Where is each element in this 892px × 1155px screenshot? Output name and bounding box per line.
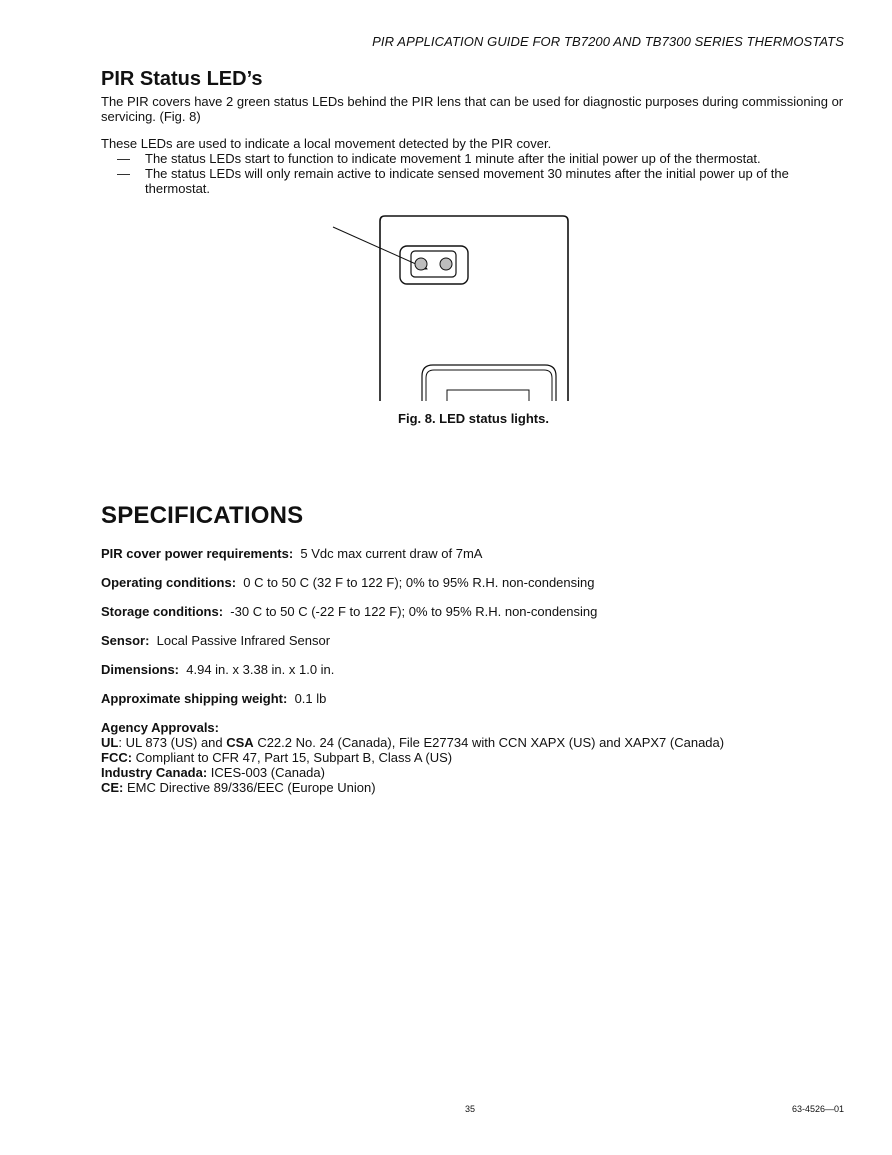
spec-row: [101, 662, 846, 677]
spec-label: Operating conditions:: [101, 575, 237, 590]
figure-caption: Fig. 8. LED status lights.: [398, 411, 549, 426]
pir-cover-illustration: [331, 213, 581, 403]
spec-row: [101, 575, 846, 590]
fcc-approval: [101, 750, 846, 765]
cover-outline: [380, 216, 568, 401]
document-number: 63-4526—01: [791, 1104, 844, 1114]
ul-text-b: C22.2 No. 24 (Canada), File E27734 with CCN XAPX (US) and XAPX7 (Canada): [253, 735, 725, 750]
spec-label: Sensor:: [101, 633, 150, 648]
spec-row: [101, 691, 846, 706]
agency-approvals: [101, 720, 846, 795]
led-left: [415, 258, 427, 270]
spec-value: 5 Vdc max current draw of 7mA: [300, 546, 483, 561]
spec-value: 0.1 lb: [294, 691, 327, 706]
spec-value: 0 C to 50 C (32 F to 122 F); 0% to 95% R.H. non-condensing: [243, 575, 595, 590]
spec-value: -30 C to 50 C (-22 F to 122 F); 0% to 95% R.H. non-condensing: [230, 604, 598, 619]
ce-text: EMC Directive 89/336/EEC (Europe Union): [123, 780, 376, 795]
leds-intro-paragraph: These LEDs are used to indicate a local movement detected by the PIR cover.: [101, 136, 552, 151]
page-number: 35: [464, 1104, 475, 1114]
spec-row: [101, 604, 846, 619]
csa-label: CSA: [226, 735, 254, 750]
list-item-text: The status LEDs start to function to indicate movement 1 minute after the initial power up of the thermostat.: [145, 151, 761, 166]
section-heading: PIR Status LED’s: [101, 68, 263, 90]
spec-value: Local Passive Infrared Sensor: [156, 633, 331, 648]
led-window-outer: [400, 246, 468, 284]
spec-label: Storage conditions:: [101, 604, 224, 619]
ic-approval: [101, 765, 846, 780]
spec-label: Approximate shipping weight:: [101, 691, 288, 706]
ic-text: ICES-003 (Canada): [207, 765, 325, 780]
page-header-title: PIR APPLICATION GUIDE FOR TB7200 AND TB7300 SERIES THERMOSTATS: [372, 34, 844, 49]
ul-approval: [101, 735, 846, 750]
spec-value: 4.94 in. x 3.38 in. x 1.0 in.: [186, 662, 335, 677]
status-led-list: [101, 151, 846, 196]
ul-label: UL: [101, 735, 119, 750]
dash-marker: —: [117, 151, 130, 166]
intro-paragraph: The PIR covers have 2 green status LEDs behind the PIR lens that can be used for diagnostic purposes during commissioning or servicing. (Fig. 8): [101, 94, 844, 124]
spec-row: [101, 633, 846, 648]
spec-label: PIR cover power requirements:: [101, 546, 294, 561]
list-item-text: The status LEDs will only remain active to indicate sensed movement 30 minutes after the initial power up of the thermostat.: [145, 166, 789, 196]
fcc-text: Compliant to CFR 47, Part 15, Subpart B, Class A (US): [132, 750, 453, 765]
list-item: [101, 151, 846, 166]
display-screen: [447, 390, 529, 401]
ce-approval: [101, 780, 846, 795]
list-item: [101, 166, 846, 196]
ic-label: Industry Canada:: [101, 765, 208, 780]
status-section: [101, 66, 846, 196]
ce-label: CE:: [101, 780, 124, 795]
fcc-label: FCC:: [101, 750, 133, 765]
specifications-list: [101, 546, 846, 795]
agency-heading: Agency Approvals:: [101, 720, 219, 735]
spec-row: [101, 546, 846, 561]
display-inner: [426, 370, 552, 401]
led-right: [440, 258, 452, 270]
dash-marker: —: [117, 166, 130, 181]
ul-text-a: : UL 873 (US) and: [118, 735, 227, 750]
specifications-heading: SPECIFICATIONS: [101, 502, 304, 529]
spec-label: Dimensions:: [101, 662, 180, 677]
